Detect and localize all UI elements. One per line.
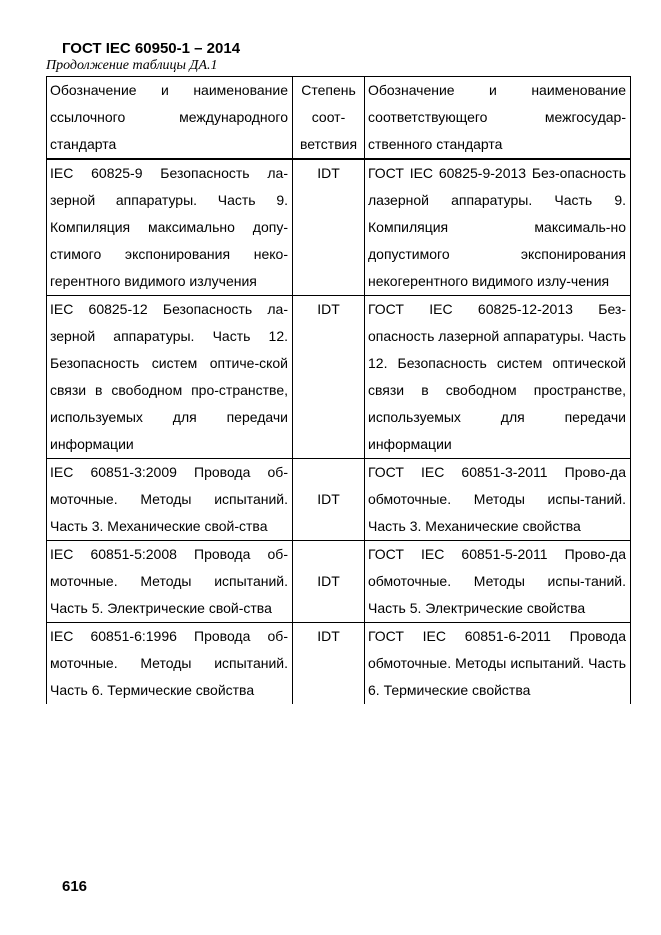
national-standard-cell: ГОСТ IEC 60825-9-2013 Без-опасность лазерной аппаратуры. Часть 9. Компиляция максималь-но допустимого экспонирования некогерентного видимого излу-чения bbox=[365, 159, 631, 296]
degree-cell: IDT bbox=[293, 459, 365, 541]
degree-cell: IDT bbox=[293, 296, 365, 459]
document-header: ГОСТ IEC 60950-1 – 2014 bbox=[62, 40, 241, 57]
table-header-row bbox=[47, 77, 631, 160]
national-standard-cell: ГОСТ IEC 60851-6-2011 Провода обмоточные. Методы испытаний. Часть 6. Термические свойства bbox=[365, 623, 631, 705]
page-number: 616 bbox=[62, 878, 88, 895]
table-caption: Продолжение таблицы ДА.1 bbox=[46, 58, 218, 73]
table-row bbox=[47, 459, 631, 541]
header-cell-national: Обозначение и наименование соответствующего межгосудар-ственного стандарта bbox=[365, 77, 631, 160]
national-standard-cell: ГОСТ IEC 60825-12-2013 Без-опасность лазерной аппаратуры. Часть 12. Безопасность систем оптической связи в свободном пространстве, используемых для передачи информации bbox=[365, 296, 631, 459]
reference-standard-cell: IEC 60825-9 Безопасность ла-зерной аппаратуры. Часть 9. Компиляция максимально допу-стимого экспонирования неко-герентного видимого излучения bbox=[47, 159, 293, 296]
table-row bbox=[47, 159, 631, 296]
national-standard-cell: ГОСТ IEC 60851-3-2011 Прово-да обмоточные. Методы испы-таний. Часть 3. Механические свойства bbox=[365, 459, 631, 541]
reference-standard-cell: IEC 60851-3:2009 Провода об-моточные. Методы испытаний. Часть 3. Механические свой-ства bbox=[47, 459, 293, 541]
table-row bbox=[47, 623, 631, 705]
reference-standard-cell: IEC 60851-5:2008 Провода об-моточные. Методы испытаний. Часть 5. Электрические свой-ства bbox=[47, 541, 293, 623]
table-row bbox=[47, 296, 631, 459]
degree-cell: IDT bbox=[293, 541, 365, 623]
header-cell-degree: Степень соот-ветствия bbox=[293, 77, 365, 160]
standards-table bbox=[46, 76, 631, 704]
degree-cell: IDT bbox=[293, 623, 365, 705]
table-row bbox=[47, 541, 631, 623]
degree-cell: IDT bbox=[293, 159, 365, 296]
reference-standard-cell: IEC 60851-6:1996 Провода об-моточные. Методы испытаний. Часть 6. Термические свойства bbox=[47, 623, 293, 705]
national-standard-cell: ГОСТ IEC 60851-5-2011 Прово-да обмоточные. Методы испы-таний. Часть 5. Электрические свойства bbox=[365, 541, 631, 623]
header-cell-reference: Обозначение и наименование ссылочного международного стандарта bbox=[47, 77, 293, 160]
reference-standard-cell: IEC 60825-12 Безопасность ла-зерной аппаратуры. Часть 12. Безопасность систем оптиче-ской связи в свободном про-странстве, используемых для передачи информации bbox=[47, 296, 293, 459]
